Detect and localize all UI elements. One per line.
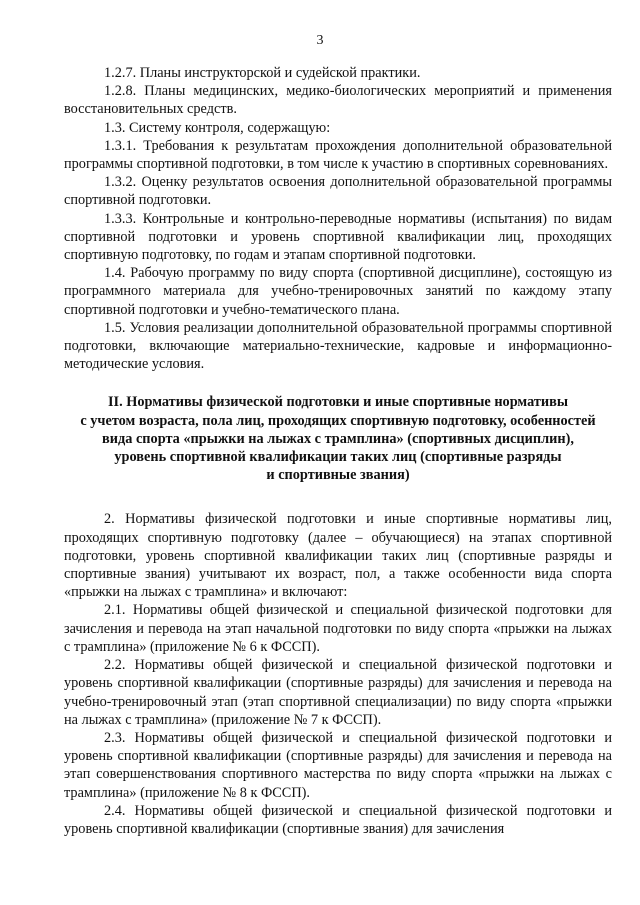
paragraph-1-3-1: 1.3.1. Требования к результатам прохождения дополнительной образовательной программы спортивной подготовки, в том числе к участию в спортивных соревнованиях. bbox=[64, 137, 612, 173]
paragraph-2-1: 2.1. Нормативы общей физической и специальной физической подготовки для зачисления и перевода на этап начальной подготовки по виду спорта «прыжки на лыжах с трамплина» (приложение № 6 к ФССП). bbox=[64, 602, 612, 655]
paragraph-1-5: 1.5. Условия реализации дополнительной образовательной программы спортивной подготовки, включающие материально-технические, кадровые и информационно-методические условия. bbox=[64, 319, 612, 373]
paragraph-2-2: 2.2. Нормативы общей физической и специальной физической подготовки и уровень спортивной квалификации (спортивные разряды) для зачисления и перевода на учебно-тренировочный этап (этап спортивной специализации) по виду спорта «прыжки на лыжах с трамплина» (приложение № 7 к ФССП). bbox=[64, 657, 612, 728]
paragraph-2-4: 2.4. Нормативы общей физической и специальной физической подготовки и уровень спортивной квалификации (спортивные звания) для зачисления bbox=[64, 802, 612, 837]
section-heading-line: и спортивные звания) bbox=[266, 467, 410, 484]
paragraph-2: 2. Нормативы физической подготовки и иные спортивные нормативы лиц, проходящих спортивную подготовку (далее – обучающиеся) на этапах спортивной подготовки, уровень спортивной квалификации таких лиц (спортивные разряды и спортивные звания) учитывают их возраст, пол, а также особенности вида спорта «прыжки на лыжах с трамплина» и включают: bbox=[64, 511, 612, 601]
section-heading-line: вида спорта «прыжки на лыжах с трамплина» (спортивных дисциплин), bbox=[102, 430, 574, 447]
paragraph-1-2-8: 1.2.8. Планы медицинских, медико-биологических мероприятий и применения восстановительных средств. bbox=[64, 83, 612, 118]
section-heading bbox=[64, 393, 612, 484]
paragraph-1-2-7: 1.2.7. Планы инструкторской и судейской практики. bbox=[104, 65, 421, 81]
document-body bbox=[64, 64, 612, 838]
page-number: 3 bbox=[316, 33, 324, 48]
paragraph-1-4: 1.4. Рабочую программу по виду спорта (спортивной дисциплине), состоящую из программного материала для учебно-тренировочных занятий по каждому этапу спортивной подготовки и учебно-тематического плана. bbox=[64, 265, 612, 318]
paragraph-1-3-2: 1.3.2. Оценку результатов освоения дополнительной образовательной программы спортивной подготовки. bbox=[64, 174, 612, 209]
paragraph-1-3-3: 1.3.3. Контрольные и контрольно-переводные нормативы (испытания) по видам спортивной подготовки и уровень спортивной квалификации лиц, проходящих спортивную подготовку, по годам и этапам спортивной подготовки. bbox=[64, 210, 612, 264]
paragraph-2-3: 2.3. Нормативы общей физической и специальной физической подготовки и уровень спортивной квалификации (спортивные разряды) для зачисления и перевода на этап совершенствования спортивного мастерства по виду спорта «прыжки на лыжах с трамплина» (приложение № 8 к ФССП). bbox=[64, 729, 612, 801]
section-heading-line: с учетом возраста, пола лиц, проходящих спортивную подготовку, особенностей bbox=[80, 412, 596, 429]
paragraph-1-3: 1.3. Систему контроля, содержащую: bbox=[104, 119, 331, 136]
section-heading-line: уровень спортивной квалификации таких лиц (спортивные разряды bbox=[114, 449, 562, 466]
section-heading-line: II. Нормативы физической подготовки и иные спортивные нормативы bbox=[107, 394, 568, 411]
